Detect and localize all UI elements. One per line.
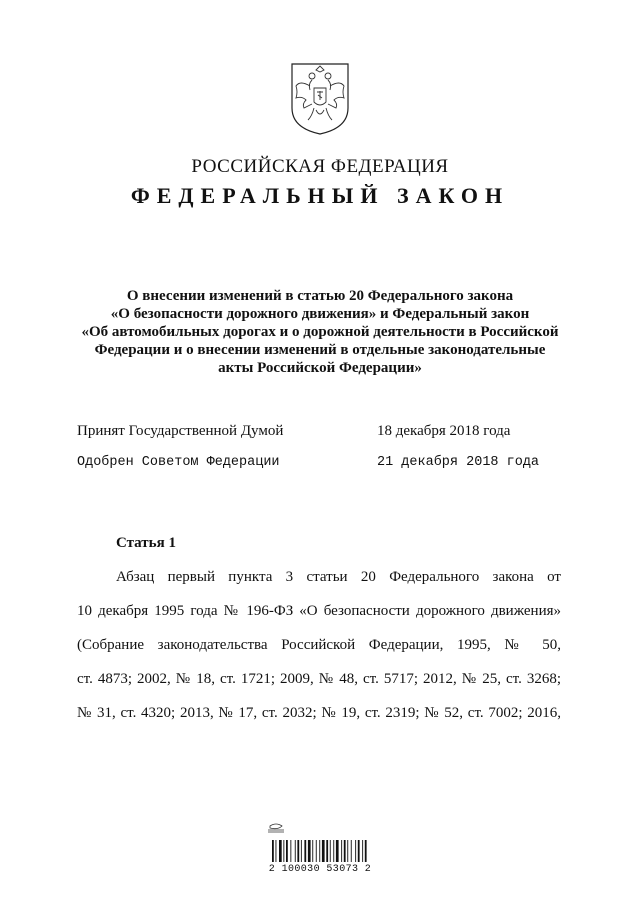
barcode-number: 2 100030 53073 2: [268, 864, 372, 875]
article-text-line: Абзац первый пункта 3 статьи 20 Федерального закона от: [116, 569, 561, 585]
coat-of-arms-emblem: [288, 62, 352, 136]
law-title: [70, 287, 570, 377]
duma-adoption-label: Принят Государственной Думой: [77, 423, 284, 439]
article-heading: Статья 1: [116, 535, 176, 551]
title-line: «О безопасности дорожного движения» и Федеральный закон: [110, 306, 530, 322]
country-heading: РОССИЙСКАЯ ФЕДЕРАЦИЯ: [191, 156, 449, 177]
article-text-line: (Собрание законодательства Российской Федерации, 1995, № 50,: [77, 637, 561, 653]
barcode-mark-logo: [268, 824, 284, 832]
duma-adoption-date: 18 декабря 2018 года: [377, 423, 511, 439]
council-approval-date: 21 декабря 2018 года: [377, 455, 540, 470]
title-line: акты Российской Федерации»: [218, 360, 422, 376]
article-text-line: № 31, ст. 4320; 2013, № 17, ст. 2032; № 19, ст. 2319; № 52, ст. 7002; 2016,: [77, 705, 561, 721]
title-line: О внесении изменений в статью 20 Федерального закона: [126, 288, 514, 304]
title-line: «Об автомобильных дорогах и о дорожной деятельности в Российской: [81, 324, 559, 340]
title-line: Федерации и о внесении изменений в отдельные законодательные: [94, 342, 546, 358]
law-type-heading: ФЕДЕРАЛЬНЫЙ ЗАКОН: [130, 183, 510, 208]
council-approval-label: Одобрен Советом Федерации: [77, 455, 280, 470]
article-text-line: 10 декабря 1995 года № 196-ФЗ «О безопасности дорожного движения»: [77, 603, 561, 619]
article-text-line: ст. 4873; 2002, № 18, ст. 1721; 2009, № 48, ст. 5717; 2012, № 25, ст. 3268;: [77, 671, 561, 687]
